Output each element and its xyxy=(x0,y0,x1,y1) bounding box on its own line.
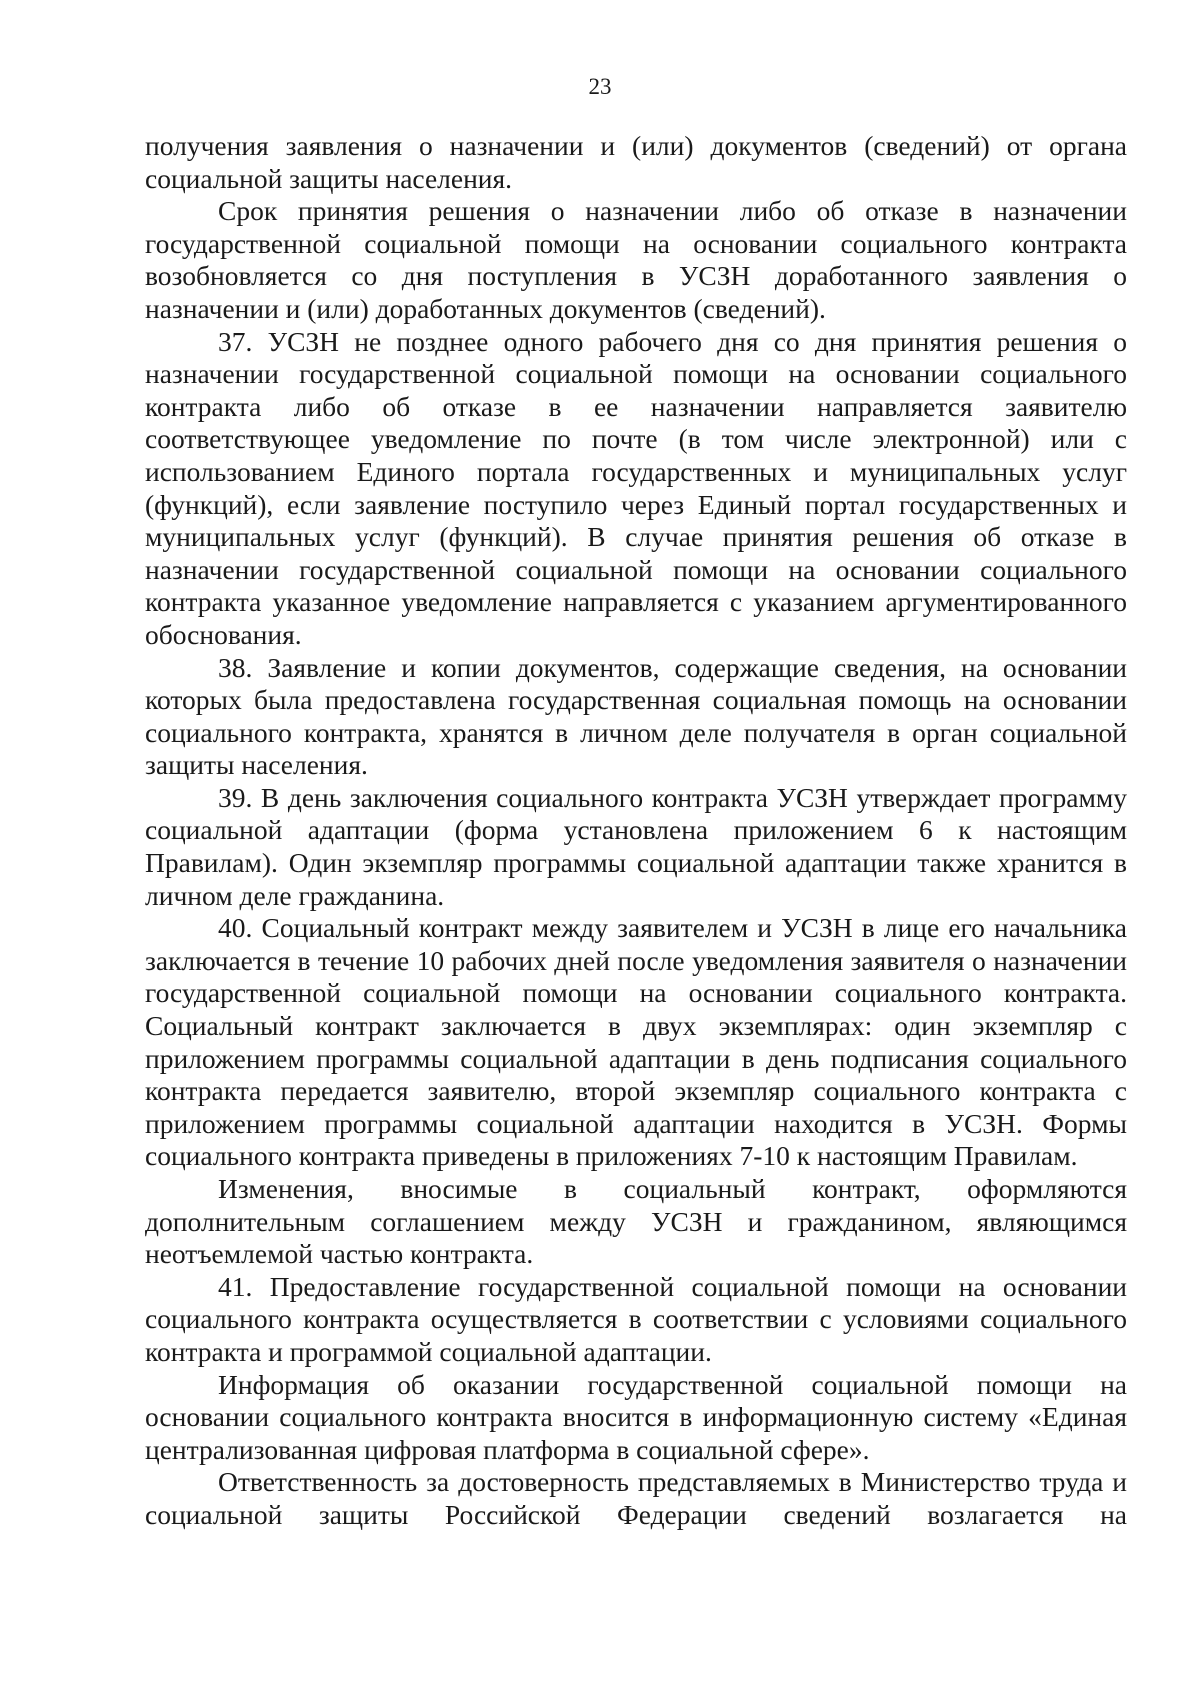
paragraph-responsibility: Ответственность за достоверность представляемых в Министерство труда и социальной защиты Российской Федерации сведений возлагается на xyxy=(145,1466,1127,1530)
paragraph-continuation: получения заявления о назначении и (или) документов (сведений) от органа социальной защиты населения. xyxy=(145,130,1127,194)
paragraph-contract-changes: Изменения, вносимые в социальный контракт, оформляются дополнительным соглашением между УСЗН и гражданином, являющимся неотъемлемой частью контракта. xyxy=(145,1173,1127,1270)
paragraph-item-37: 37. УСЗН не позднее одного рабочего дня со дня принятия решения о назначении государственной социальной помощи на основании социального контракта либо об отказе в ее назначении направляется заявителю соответствующее уведомление по почте (в том числе электронной) или с использованием Единого портала государственных и муниципальных услуг (функций), если заявление поступило через Единый портал государственных и муниципальных услуг (функций). В случае принятия решения об отказе в назначении государственной социальной помощи на основании социального контракта указанное уведомление направляется с указанием аргументированного обоснования. xyxy=(145,325,1127,650)
paragraph-item-39: 39. В день заключения социального контракта УСЗН утверждает программу социальной адаптации (форма установлена приложением 6 к настоящим Правилам). Один экземпляр программы социальной адаптации также хранится в личном деле гражданина. xyxy=(145,781,1127,911)
paragraph-information-system: Информация об оказании государственной социальной помощи на основании социального контракта вносится в информационную систему «Единая централизованная цифровая платформа в социальной сфере». xyxy=(145,1368,1127,1465)
paragraph-item-40: 40. Социальный контракт между заявителем и УСЗН в лице его начальника заключается в течение 10 рабочих дней после уведомления заявителя о назначении государственной социальной помощи на основании социального контракта. Социальный контракт заключается в двух экземплярах: один экземпляр с приложением программы социальной адаптации в день подписания социального контракта передается заявителю, второй экземпляр социального контракта с приложением программы социальной адаптации находится в УСЗН. Формы социального контракта приведены в приложениях 7-10 к настоящим Правилам. xyxy=(145,912,1127,1172)
paragraph-item-41: 41. Предоставление государственной социальной помощи на основании социального контракта осуществляется в соответствии с условиями социального контракта и программой социальной адаптации. xyxy=(145,1270,1127,1367)
paragraph-item-38: 38. Заявление и копии документов, содержащие сведения, на основании которых была предоставлена государственная социальная помощь на основании социального контракта, хранятся в личном деле получателя в орган социальной защиты населения. xyxy=(145,651,1127,781)
document-body xyxy=(145,130,1127,1532)
paragraph-decision-term: Срок принятия решения о назначении либо об отказе в назначении государственной социальной помощи на основании социального контракта возобновляется со дня поступления в УСЗН доработанного заявления о назначении и (или) доработанных документов (сведений). xyxy=(145,195,1127,324)
page-number: 23 xyxy=(588,74,612,99)
